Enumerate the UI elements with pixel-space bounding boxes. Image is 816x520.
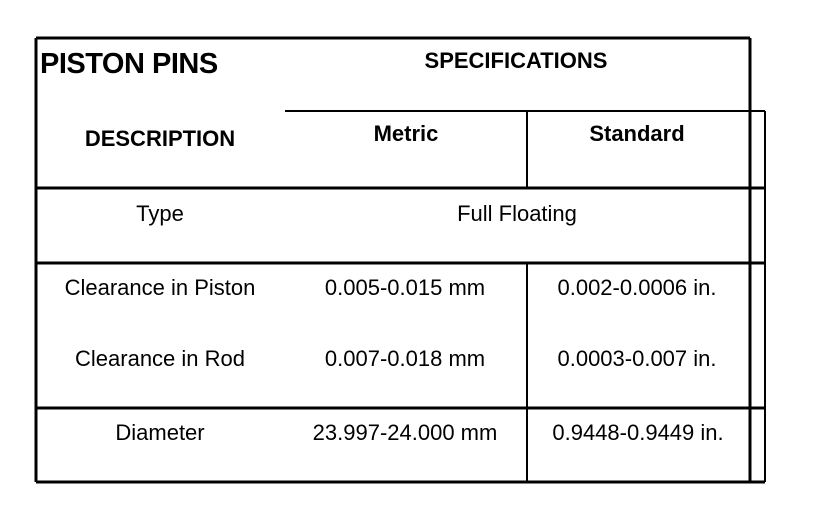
row-diameter-description: Diameter bbox=[115, 420, 205, 445]
page-title: PISTON PINS bbox=[40, 48, 218, 80]
row-clearance-piston-standard: 0.002-0.0006 in. bbox=[557, 275, 717, 300]
row-type-value: Full Floating bbox=[457, 201, 577, 226]
description-header: DESCRIPTION bbox=[84, 126, 236, 151]
row-clearance-rod-standard: 0.0003-0.007 in. bbox=[557, 346, 717, 371]
row-diameter-standard: 0.9448-0.9449 in. bbox=[552, 420, 724, 445]
standard-header: Standard bbox=[589, 121, 685, 146]
row-clearance-rod-metric: 0.007-0.018 mm bbox=[324, 346, 486, 371]
metric-header: Metric bbox=[373, 121, 439, 146]
row-clearance-piston-metric: 0.005-0.015 mm bbox=[324, 275, 486, 300]
row-clearance-piston-description: Clearance in Piston bbox=[64, 275, 256, 300]
row-diameter-metric: 23.997-24.000 mm bbox=[312, 420, 498, 445]
specifications-header: SPECIFICATIONS bbox=[424, 48, 608, 73]
row-type-description: Type bbox=[136, 201, 184, 226]
row-clearance-rod-description: Clearance in Rod bbox=[75, 346, 245, 371]
